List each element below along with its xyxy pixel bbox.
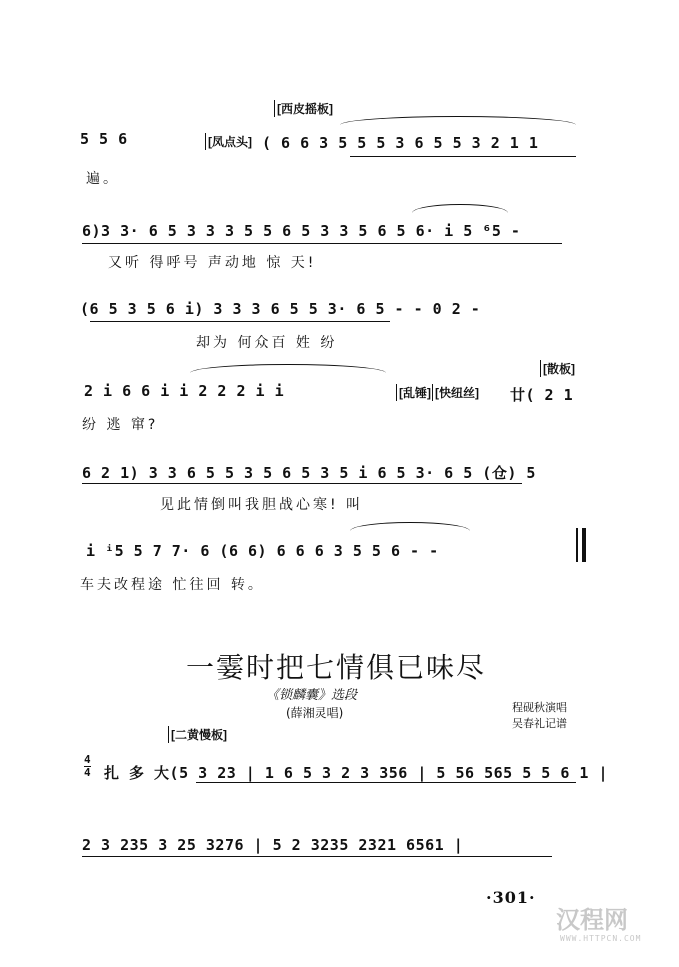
watermark-logo: 汉程网	[556, 906, 628, 934]
underline	[82, 243, 562, 244]
notes-row-7: 扎 多 大(5 3 23 | 1 6 5 3 2 3 356 | 5 56 565 5 5 6 1 |	[104, 764, 608, 782]
tag-sanban: [散板]	[540, 360, 575, 377]
tag-luanchui: [乱锤]	[396, 384, 431, 401]
tag-fengdiantou: [凤点头]	[205, 133, 252, 150]
tag-erhuang-manban: [二黄慢板]	[168, 726, 227, 743]
lyric-row-4: 纷 逃 窜?	[82, 417, 159, 433]
tag-kuainiusi: [快纽丝]	[432, 384, 479, 401]
notes-row-1: ( 6 6 3 5 5 5 3 6 5 5 3 2 1 1	[262, 134, 539, 152]
time-sig-bottom: 4	[84, 766, 92, 779]
lyric-row-5: 见此情倒叫我胆战心寒! 叫	[160, 497, 364, 513]
slur	[190, 364, 386, 373]
watermark-url: WWW.HTTPCN.COM	[560, 934, 642, 943]
credit-performer: 程砚秋演唱	[512, 701, 567, 714]
notes-row-8: 2 3 235 3 25 3276 | 5 2 3235 2321 6561 |	[82, 836, 464, 854]
underline	[350, 156, 576, 157]
time-signature	[84, 754, 91, 779]
aria-subtitle: 《锁麟囊》选段	[266, 688, 358, 703]
underline	[82, 856, 552, 857]
lyric-row-6: 车夫改程途 忙往回 转。	[80, 577, 265, 593]
aria-role: (薛湘灵唱)	[286, 706, 344, 720]
slur	[340, 116, 576, 125]
underline	[90, 321, 390, 322]
notes-row-4: 2 i 6 6 i i 2 2 2 i i	[84, 382, 285, 400]
lyric-row-1: 遍。	[86, 171, 120, 187]
credit-transcriber: 吴春礼记谱	[512, 717, 567, 730]
slur	[412, 204, 508, 213]
time-sig-top: 4	[84, 753, 92, 766]
lyric-row-2: 又听 得呼号 声动地 惊 天!	[108, 255, 317, 271]
lyric-row-3: 却为 何众百 姓 纷	[196, 335, 338, 351]
notes-row-4-end: 廿( 2 1	[510, 386, 574, 404]
notes-row-3: (6 5 3 5 6 i) 3 3 3 6 5 5 3· 6 5 - - 0 2 -	[80, 300, 481, 318]
notes-row-6: i ⁱ5 5 7 7· 6 (6 6) 6 6 6 3 5 5 6 - -	[86, 542, 439, 560]
tag-xipi-yaoban: [西皮摇板]	[274, 100, 333, 117]
page-number: ·301·	[486, 888, 536, 907]
notes-row-2: 6)3 3· 6 5 3 3 3 5 5 6 5 3 3 5 6 5 6· i 5 ⁶5 -	[82, 222, 521, 240]
underline	[82, 483, 522, 484]
aria-title: 一霎时把七情俱已味尽	[186, 651, 487, 684]
underline	[196, 782, 576, 783]
slur	[350, 522, 470, 531]
final-barline	[576, 528, 578, 562]
notes-row-5: 6 2 1) 3 3 6 5 5 3 5 6 5 3 5 i 6 5 3· 6 5 (仓) 5	[82, 464, 536, 482]
notes-row-1-lead: 5 5 6	[80, 130, 128, 148]
final-barline-thick	[582, 528, 586, 562]
